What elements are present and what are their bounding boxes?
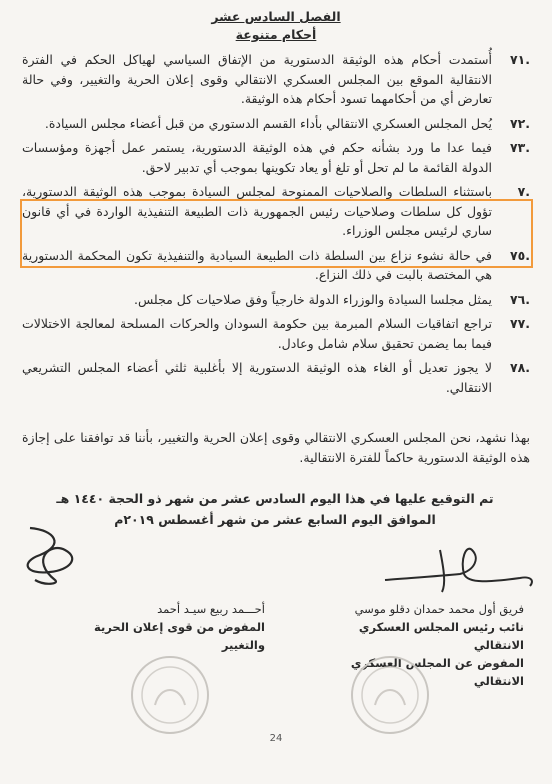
article-text: يُحل المجلس العسكري الانتقالي بأداء القسم الدستوري من قبل أعضاء مجلس السيادة. — [44, 115, 492, 131]
article-76 — [22, 290, 530, 310]
article-number: ٧. — [517, 184, 530, 199]
right-seal-emblem — [340, 650, 440, 740]
article-text: في حالة نشوء نزاع بين السلطة ذات الطبيعة السيادية والتنفيذية تكون المحكمة الدستورية هي المختصة بالبت في ذلك النزاع. — [22, 247, 492, 282]
page-number: 24 — [269, 733, 283, 744]
left-seal-emblem — [120, 650, 220, 740]
right-signature-mark — [380, 540, 540, 600]
article-text: باستثناء السلطات والصلاحيات الممنوحة لمجلس السيادة بموجب هذه الوثيقة الدستورية، تؤول كل سلطات وصلاحيات رئيس الجمهورية ذات الطبيعة التنفيذية الواردة في أي قانون ساري لرئيس مجلس الوزراء. — [22, 184, 492, 238]
article-text: لا يجوز تعديل أو الغاء هذه الوثيقة الدستورية إلا بأغلبية ثلثي أعضاء المجلس التشريعي الانتقالي. — [22, 360, 492, 395]
section-subtitle: أحكام متنوعة — [235, 27, 317, 42]
article-text: تراجع اتفاقيات السلام المبرمة بين حكومة السودان والحركات المسلحة لمعالجة الاختلالات فيما بما يضمن تحقيق سلام شامل وعادل. — [22, 316, 492, 351]
article-number: ٧١. — [509, 52, 530, 67]
signatory-title: نائب رئيس المجلس العسكري الانتقالي — [358, 620, 524, 652]
article-number: ٧٢. — [509, 115, 530, 131]
article-75 — [22, 246, 530, 285]
article-number: ٧٣. — [509, 140, 530, 155]
signatory-role: المفوض من قوى إعلان الحرية والتغيير — [93, 620, 265, 652]
article-77 — [22, 314, 530, 353]
signatory-role: المفوض عن المجلس العسكري الانتقالي — [350, 656, 524, 688]
closing-statement: بهذا نشهد، نحن المجلس العسكري الانتقالي وقوى إعلان الحرية والتغيير، بأننا قد توافقنا على إجازة هذه الوثيقة الدستورية حاكماً للفترة الانتقالية. — [22, 430, 530, 465]
signatory-name: أحـــمد ربيع سيـد أحمد — [157, 602, 265, 616]
article-text: فيما عدا ما ورد بشأنه حكم في هذه الوثيقة الدستورية، يستمر عمل أجهزة ومؤسسات الدولة القائمة ما لم تحل أو تلغ أو يعاد تكوينها بموجب أي تدبير لاحق. — [22, 140, 492, 175]
left-signature-mark — [10, 520, 85, 590]
signing-date — [40, 488, 510, 530]
article-text: أُستمدت أحكام هذه الوثيقة الدستورية من الإتفاق السياسي لهياكل الحكم في الفترة الانتقالية الموقع بين المجلس العسكري الانتقالي وقوى إعلان الحرية والتغيير، وفي حالة تعارض أي من أحكامهما تسود أحكام هذه الوثيقة. — [22, 52, 492, 106]
article-73 — [22, 138, 530, 177]
article-74 — [22, 182, 530, 241]
article-number: ٧٨. — [509, 360, 530, 375]
signatory-ffc — [55, 600, 265, 654]
article-78 — [22, 358, 530, 397]
article-71 — [22, 50, 530, 109]
article-72 — [22, 114, 530, 134]
article-number: ٧٧. — [509, 316, 530, 331]
header — [0, 8, 552, 44]
article-number: ٧٦. — [509, 291, 530, 307]
date-hijri: تم التوقيع عليها في هذا اليوم السادس عشر من شهر ذو الحجة ١٤٤٠ هـ — [56, 491, 494, 506]
chapter-title: الفصل السادس عشر — [211, 9, 341, 24]
article-text: يمثل مجلسا السيادة والوزراء الدولة خارجياً وفق صلاحيات كل مجلس. — [134, 291, 492, 307]
date-gregorian: الموافق اليوم السابع عشر من شهر أغسطس ٢٠١٩م — [114, 512, 436, 527]
articles-list — [22, 50, 530, 402]
signatory-name: فريق أول محمد حمدان دقلو موسي — [354, 602, 524, 616]
article-number: ٧٥. — [509, 247, 530, 263]
